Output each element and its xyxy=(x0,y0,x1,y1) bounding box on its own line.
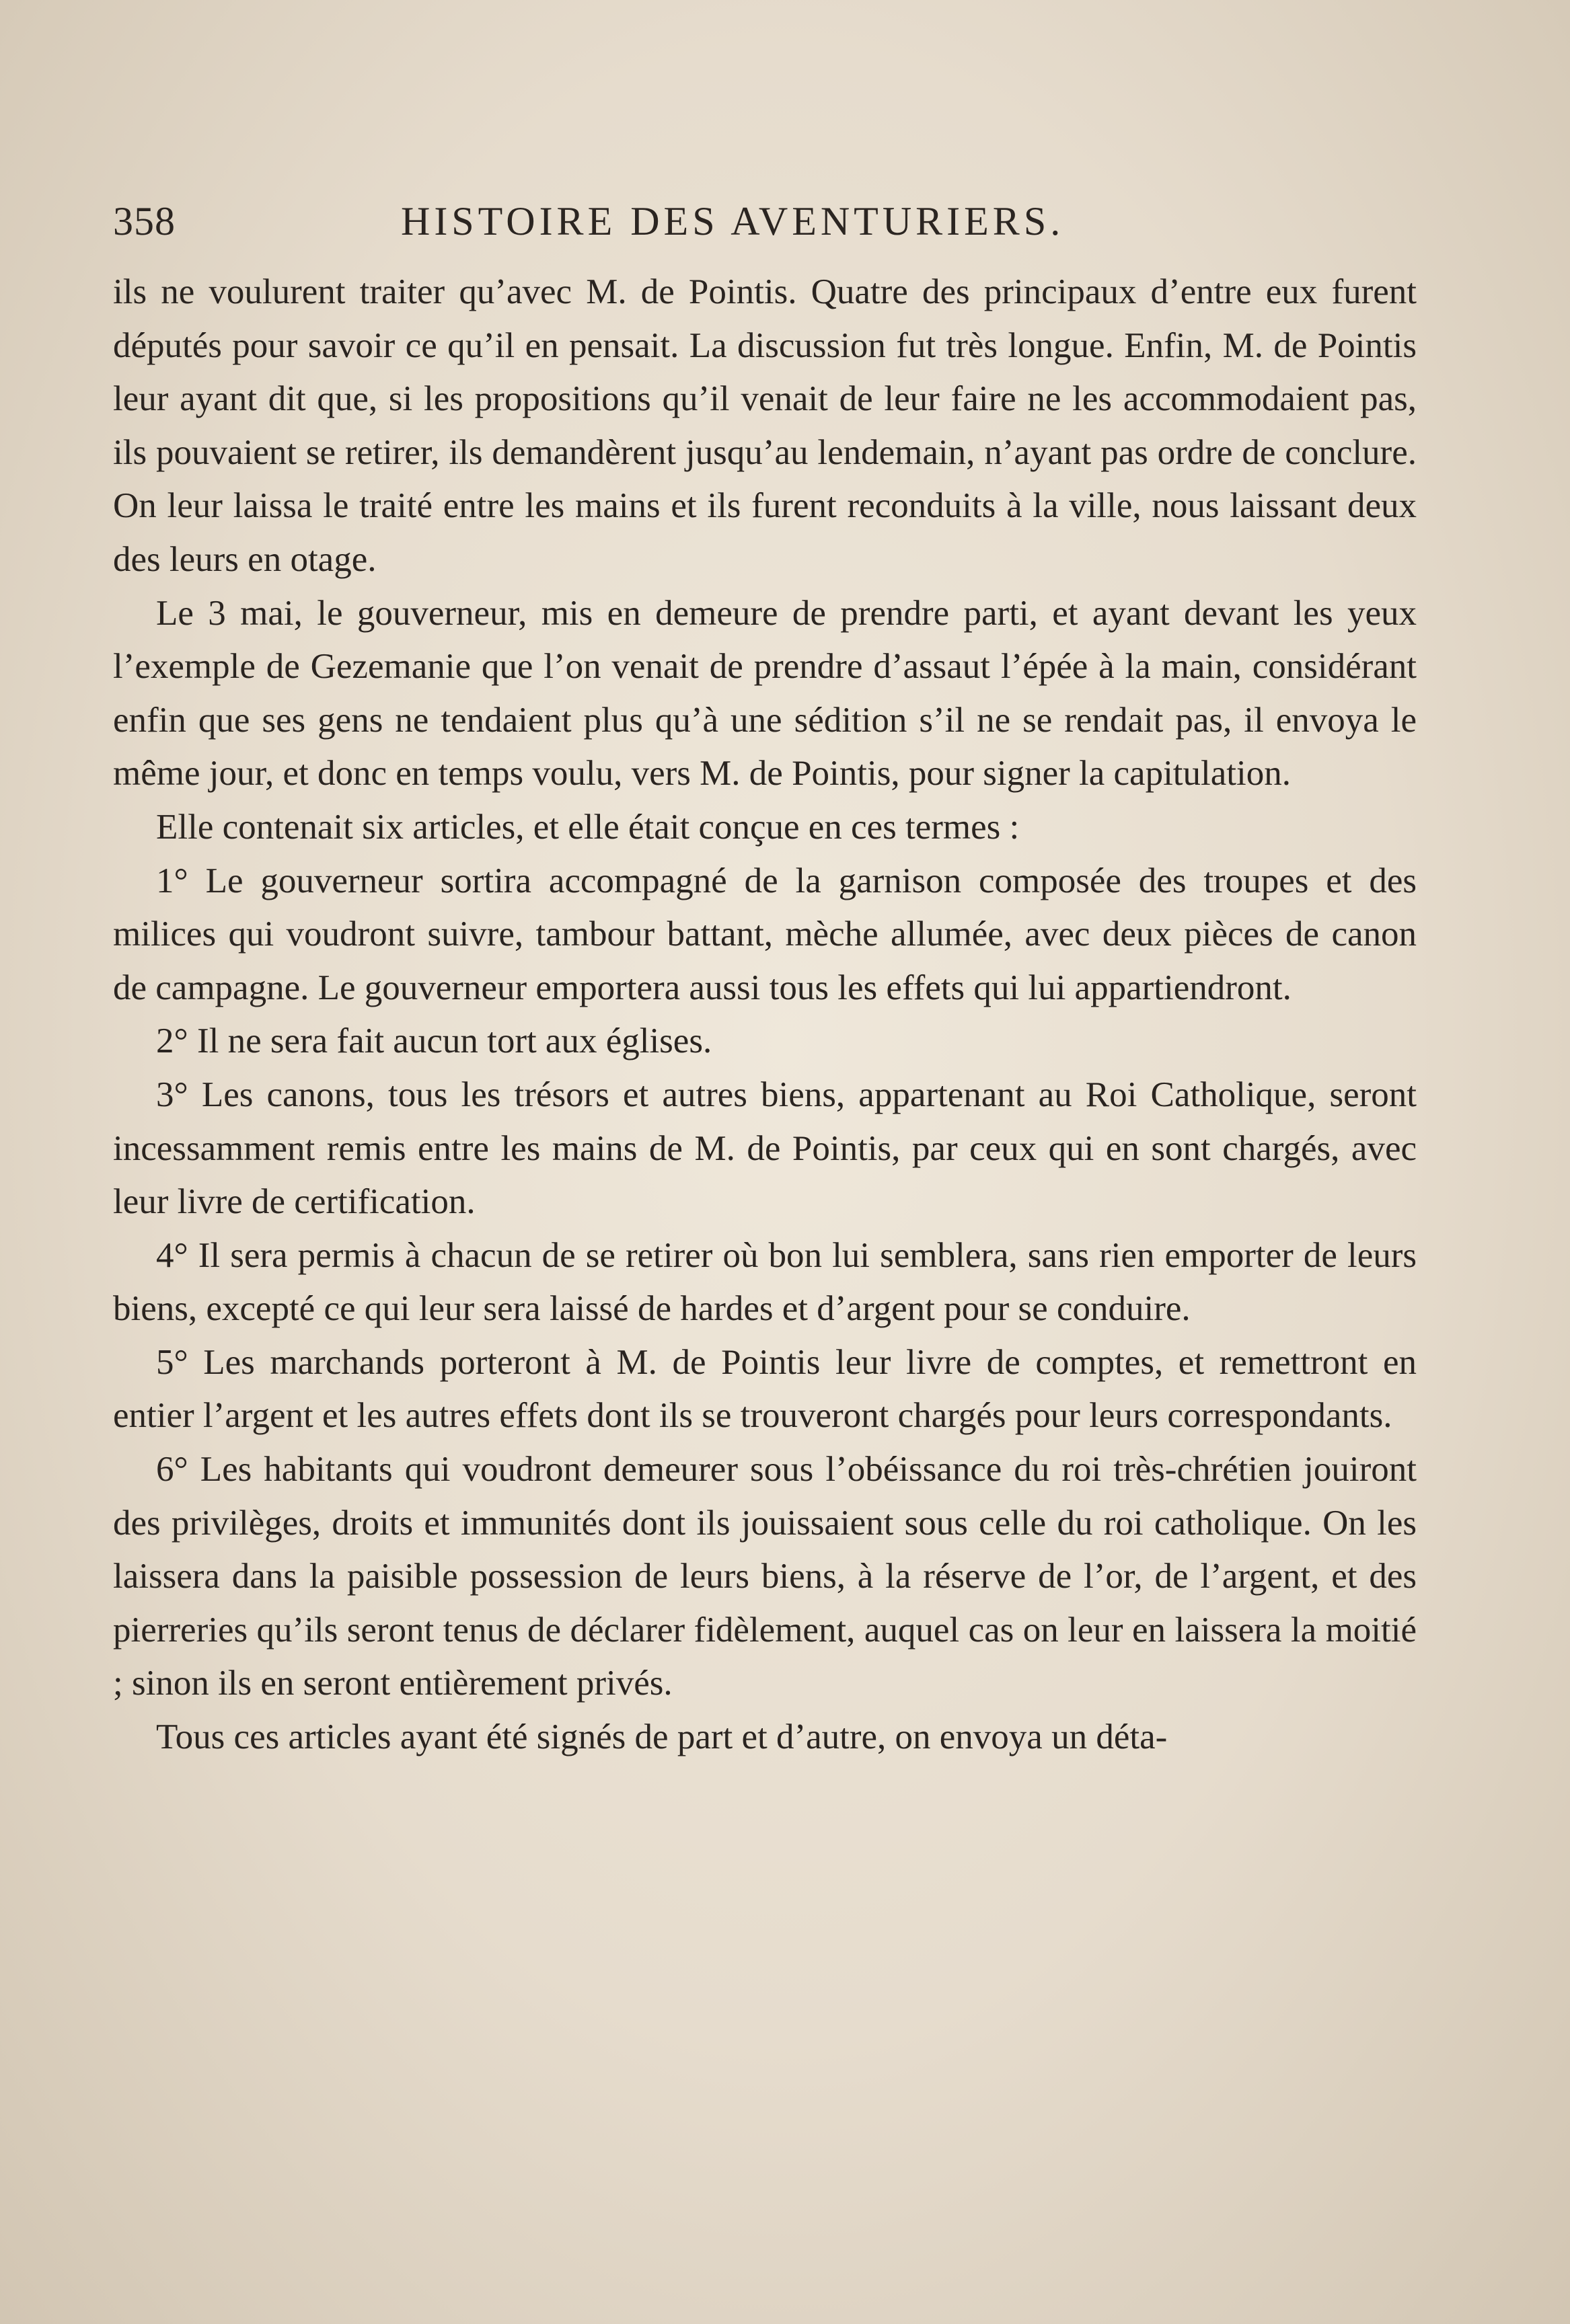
page-number: 358 xyxy=(113,199,176,243)
paragraph: Tous ces articles ayant été signés de part et d’autre, on envoya un déta- xyxy=(156,1717,1168,1757)
article-paragraph: 6° Les habitants qui voudront demeurer sous l’obéissance du roi très-chrétien jouiront des privilèges, droits et immunités dont ils jouissaient sous celle du roi catholique. On les laissera dans la paisible possession de leurs biens, à la réserve de l’or, de l’argent, et des pierreries qu’ils seront tenus de déclarer fidèlement, auquel cas on leur en laissera la moitié ; sinon ils en seront entièrement privés. xyxy=(113,1450,1417,1703)
article-paragraph: 5° Les marchands porteront à M. de Pointis leur livre de comptes, et remettront en entier l’argent et les autres effets dont ils se trouveront chargés pour leurs correspondants. xyxy=(113,1342,1417,1436)
paragraph: Le 3 mai, le gouverneur, mis en demeure de prendre parti, et ayant devant les yeux l’exemple de Gezemanie que l’on venait de prendre d’assaut l’épée à la main, considérant enfin que ses gens ne tendaient plus qu’à une sédition s’il ne se rendait pas, il envoya le même jour, et donc en temps voulu, vers M. de Pointis, pour signer la capitulation. xyxy=(113,593,1417,793)
running-title: HISTOIRE DES AVENTURIERS. xyxy=(401,199,1065,243)
body-text xyxy=(113,266,1417,1765)
paragraph: ils ne voulurent traiter qu’avec M. de Pointis. Quatre des principaux d’entre eux furent députés pour savoir ce qu’il en pensait. La discussion fut très longue. Enfin, M. de Pointis leur ayant dit que, si les propositions qu’il venait de leur faire ne les accommodaient pas, ils pouvaient se retirer, ils demandèrent jusqu’au lendemain, n’ayant pas ordre de conclure. On leur laissa le traité entre les mains et ils furent reconduits à la ville, nous laissant deux des leurs en otage. xyxy=(113,272,1417,579)
article-paragraph: 1° Le gouverneur sortira accompagné de la garnison composée des troupes et des milices qui voudront suivre, tambour battant, mèche allumée, avec deux pièces de canon de campagne. Le gouverneur emportera aussi tous les effets qui lui appartiendront. xyxy=(113,861,1417,1007)
article-paragraph: 3° Les canons, tous les trésors et autres biens, appartenant au Roi Catholique, seront incessamment remis entre les mains de M. de Pointis, par ceux qui en sont chargés, avec leur livre de certification. xyxy=(113,1075,1417,1222)
article-paragraph: 4° Il sera permis à chacun de se retirer où bon lui semblera, sans rien emporter de leurs biens, excepté ce qui leur sera laissé de hardes et d’argent pour se conduire. xyxy=(113,1235,1417,1329)
paragraph: Elle contenait six articles, et elle était conçue en ces termes : xyxy=(156,807,1020,847)
page-header xyxy=(113,198,1458,252)
article-paragraph: 2° Il ne sera fait aucun tort aux églises. xyxy=(156,1021,712,1061)
